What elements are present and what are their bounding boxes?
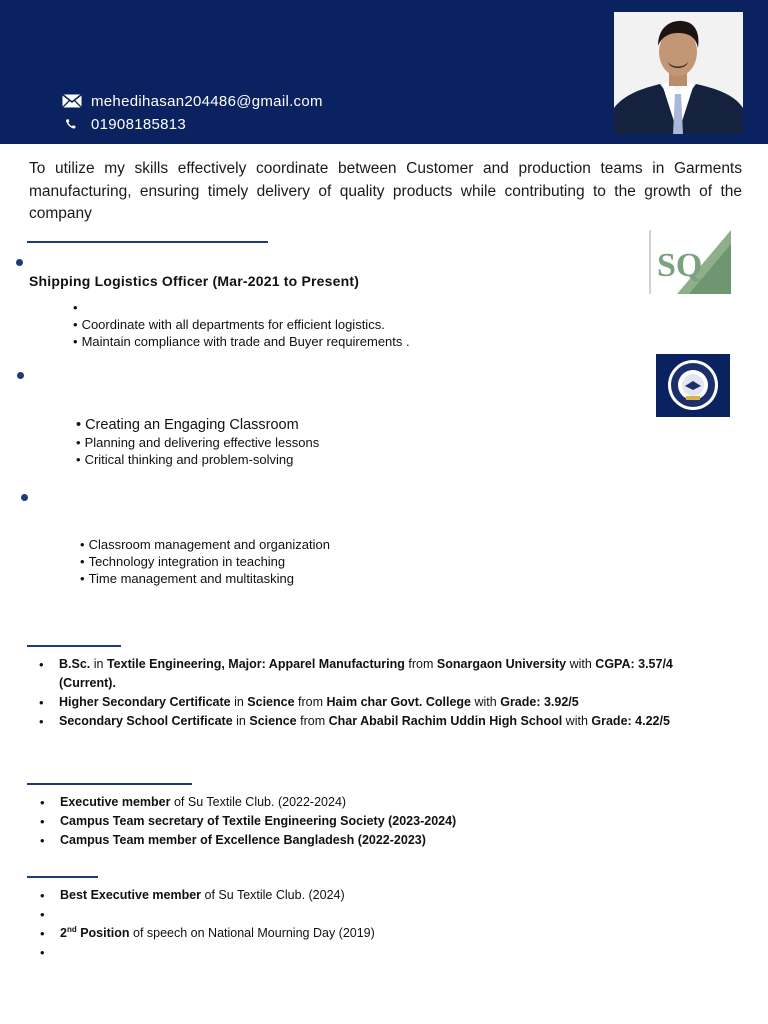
phone-text: 01908185813 bbox=[91, 115, 187, 133]
list-item: • Best Executive member of Su Textile Club. (2024) bbox=[28, 886, 375, 905]
job3-duties bbox=[80, 536, 330, 587]
list-item: • Planning and delivering effective lessons bbox=[76, 435, 320, 450]
list-item: • Secondary School Certificate in Science from Char Ababil Rachim Uddin High School with Grade: 4.22/5 bbox=[27, 712, 719, 731]
list-item: • B.Sc. in Textile Engineering, Major: Apparel Manufacturing from Sonargaon University with CGPA: 3.57/4 (Current). bbox=[27, 655, 719, 693]
list-item bbox=[28, 943, 375, 962]
list-item: • Critical thinking and problem-solving bbox=[76, 452, 294, 467]
job-title: Shipping Logistics Officer (Mar-2021 to Present) bbox=[29, 273, 360, 289]
phone-row[interactable] bbox=[62, 114, 186, 134]
list-item bbox=[28, 905, 375, 924]
list-item: • Campus Team member of Excellence Bangladesh (2022-2023) bbox=[28, 831, 456, 850]
list-item: • Creating an Engaging Classroom bbox=[76, 417, 299, 433]
company-logo bbox=[649, 230, 731, 294]
list-item: • Maintain compliance with trade and Buyer requirements . bbox=[73, 334, 410, 349]
email-row[interactable] bbox=[62, 91, 323, 111]
list-item: • Campus Team secretary of Textile Engineering Society (2023-2024) bbox=[28, 812, 456, 831]
career-objective: To utilize my skills effectively coordinate between Customer and production teams in Garments manufacturing, ensuring timely delivery of quality products while contributing to the growth of the company bbox=[29, 160, 742, 222]
email-text: mehedihasan204486@gmail.com bbox=[91, 92, 323, 110]
envelope-icon bbox=[62, 94, 82, 108]
education-list bbox=[27, 655, 719, 731]
list-item: • bbox=[73, 300, 78, 315]
job-marker bbox=[21, 494, 28, 501]
company-logo-text: SQ bbox=[657, 247, 703, 284]
job-marker bbox=[17, 372, 24, 379]
list-item: • Classroom management and organization bbox=[80, 537, 330, 552]
school-logo bbox=[656, 354, 730, 417]
profile-photo bbox=[614, 12, 743, 134]
section-rule-achievements bbox=[27, 876, 98, 878]
phone-icon bbox=[65, 117, 81, 131]
list-item: • Time management and multitasking bbox=[80, 571, 295, 586]
list-item: • 2nd Position of speech on National Mourning Day (2019) bbox=[28, 924, 375, 943]
section-rule-experience bbox=[27, 241, 268, 243]
list-item: • Higher Secondary Certificate in Science from Haim char Govt. College with Grade: 3.92/5 bbox=[27, 693, 719, 712]
job1-duties bbox=[73, 299, 410, 350]
achievements-list bbox=[28, 886, 375, 962]
list-item: • Technology integration in teaching bbox=[80, 554, 286, 569]
job2-duties bbox=[76, 416, 319, 468]
header-banner bbox=[0, 0, 768, 144]
activities-list bbox=[28, 793, 456, 850]
list-item: • Coordinate with all departments for efficient logistics. bbox=[73, 317, 385, 332]
list-item: • Executive member of Su Textile Club. (2022-2024) bbox=[28, 793, 456, 812]
section-rule-activities bbox=[27, 783, 192, 785]
job-marker bbox=[16, 259, 23, 266]
section-rule-education bbox=[27, 645, 121, 647]
